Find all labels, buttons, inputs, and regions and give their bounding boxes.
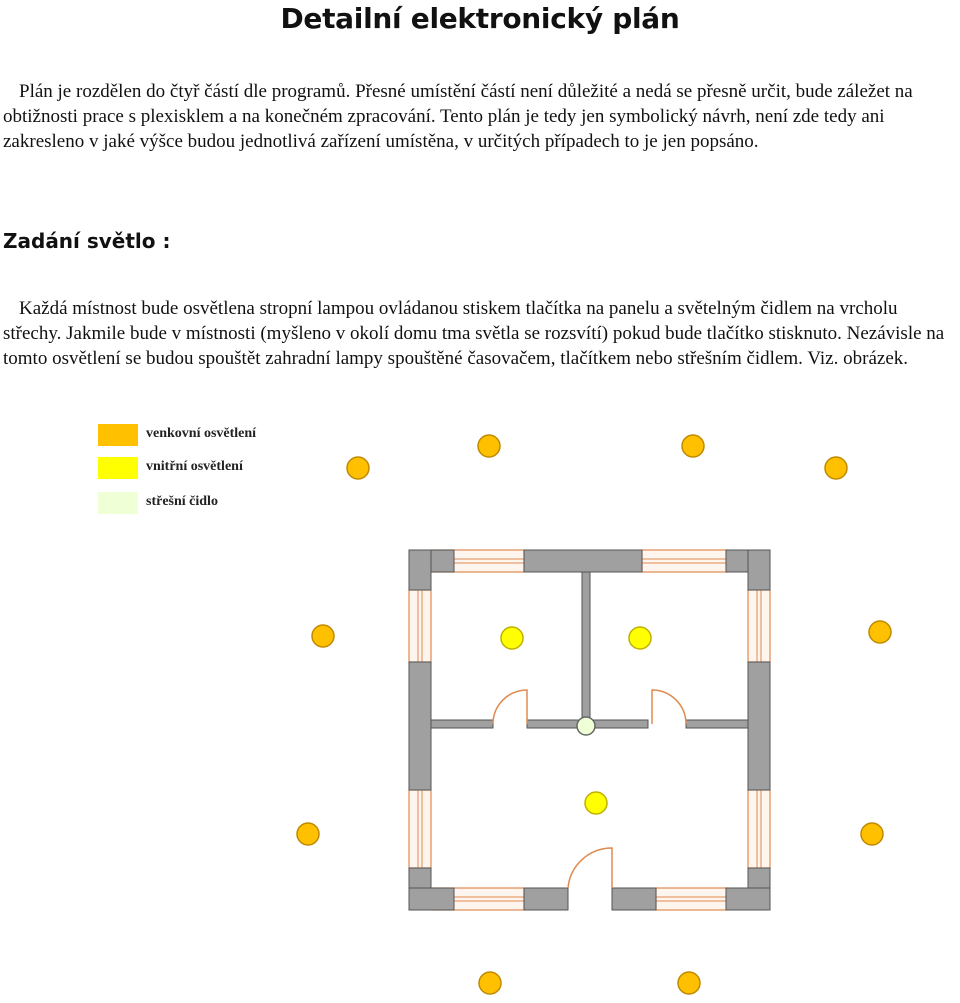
door-swing	[652, 690, 686, 724]
wall-segment	[524, 888, 568, 910]
outdoor-light-icon	[678, 972, 700, 994]
outdoor-light-icon	[478, 435, 500, 457]
wall-segment	[612, 888, 656, 910]
page-title: Detailní elektronický plán	[280, 2, 680, 35]
wall-segment	[726, 888, 770, 910]
window	[642, 550, 728, 572]
outdoor-light-icon	[682, 435, 704, 457]
window	[656, 888, 728, 910]
wall-segment	[582, 572, 590, 724]
door-swing	[493, 690, 527, 724]
intro-paragraph: Plán je rozdělen do čtyř částí dle programů. Přesné umístění částí není důležité a nedá se přesně určit, bude záležet na obtižnosti prace s plexisklem a na konečném zpracování. Tento plán je tedy jen symbolický návrh, není zde tedy ani zakresleno v jaké výšce budou jednotlivá zařízení umístěna, v určitých případech to je jen popsáno.	[3, 81, 913, 152]
window	[409, 590, 431, 662]
legend-label-outdoor: venkovní osvětlení	[146, 426, 257, 441]
outdoor-light-icon	[297, 823, 319, 845]
roof-sensor-icon	[577, 717, 595, 735]
window	[409, 790, 431, 868]
legend-label-indoor: vnitřní osvětlení	[146, 459, 243, 474]
wall-segment	[748, 550, 770, 590]
outdoor-light-icon	[347, 457, 369, 479]
section-paragraph: Každá místnost bude osvětlena stropní lampou ovládanou stiskem tlačítka na panelu a světelným čidlem na vrcholu střechy. Jakmile bude v místnosti (myšleno v okolí domu tma světla se rozsvítí) pokud bude tlačítko stisknuto. Nezávisle na tomto osvětlení se budou spouštět zahradní lampy spouštěné časovačem, tlačítkem nebo střešním čidlem. Viz. obrázek.	[3, 298, 945, 369]
section-heading: Zadání světlo :	[3, 229, 171, 253]
indoor-light-icon	[629, 627, 651, 649]
window	[748, 590, 770, 662]
wall-segment	[431, 720, 493, 728]
outdoor-light-icon	[479, 972, 501, 994]
wall-segment	[409, 662, 431, 790]
window	[748, 790, 770, 868]
wall-segment	[409, 550, 431, 590]
wall-segment	[748, 662, 770, 790]
legend-label-roof-sensor: střešní čidlo	[146, 494, 218, 509]
indoor-light-icon	[585, 792, 607, 814]
outdoor-light-icon	[312, 625, 334, 647]
wall-segment	[686, 720, 748, 728]
door-swing	[568, 848, 612, 888]
outdoor-light-icon	[869, 621, 891, 643]
wall-segment	[524, 550, 642, 572]
floor-plan-diagram	[0, 420, 960, 1003]
lights	[297, 435, 891, 994]
wall-segment	[409, 888, 454, 910]
indoor-light-icon	[501, 627, 523, 649]
outdoor-light-icon	[861, 823, 883, 845]
outdoor-light-icon	[825, 457, 847, 479]
